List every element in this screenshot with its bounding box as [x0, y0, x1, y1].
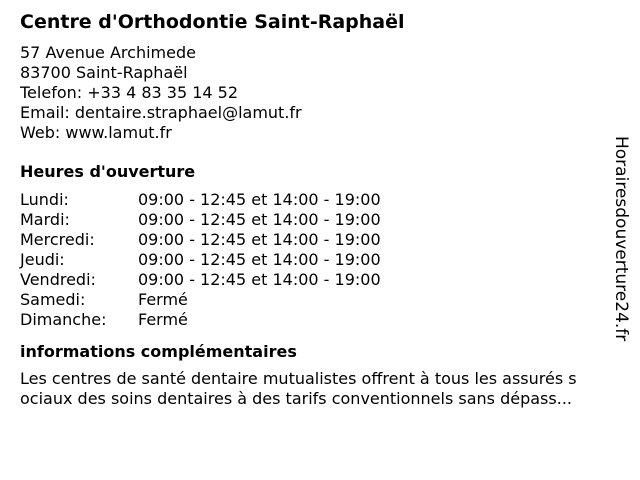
- day-label: Jeudi:: [20, 250, 65, 269]
- time-value: 09:00 - 12:45 et 14:00 - 19:00: [138, 230, 381, 249]
- info-line: Les centres de santé dentaire mutualistes offrent à tous les assurés s: [20, 369, 577, 388]
- hours-row-wednesday: [20, 230, 620, 250]
- day-label: Mercredi:: [20, 230, 95, 249]
- hours-row-tuesday: [20, 210, 620, 230]
- city-address: 83700 Saint-Raphaël: [20, 63, 188, 82]
- time-value: 09:00 - 12:45 et 14:00 - 19:00: [138, 190, 381, 209]
- street-address: 57 Avenue Archimede: [20, 43, 196, 62]
- day-label: Samedi:: [20, 290, 86, 309]
- opening-hours-table: [20, 190, 620, 330]
- contact-block: [20, 43, 620, 143]
- hours-row-friday: [20, 270, 620, 290]
- hours-row-monday: [20, 190, 620, 210]
- business-listing: [20, 10, 620, 409]
- day-label: Lundi:: [20, 190, 69, 209]
- phone-number: Telefon: +33 4 83 35 14 52: [20, 83, 239, 102]
- day-label: Mardi:: [20, 210, 70, 229]
- additional-info-text: [20, 369, 620, 409]
- hours-row-saturday: [20, 290, 620, 310]
- time-value: 09:00 - 12:45 et 14:00 - 19:00: [138, 270, 381, 289]
- time-value: Fermé: [138, 290, 188, 309]
- time-value: 09:00 - 12:45 et 14:00 - 19:00: [138, 210, 381, 229]
- website: Web: www.lamut.fr: [20, 123, 172, 142]
- email-address: Email: dentaire.straphael@lamut.fr: [20, 103, 302, 122]
- hours-row-sunday: [20, 310, 620, 330]
- hours-row-thursday: [20, 250, 620, 270]
- additional-info-heading: informations complémentaires: [20, 342, 297, 361]
- day-label: Dimanche:: [20, 310, 107, 329]
- day-label: Vendredi:: [20, 270, 96, 289]
- info-line: ociaux des soins dentaires à des tarifs conventionnels sans dépass...: [20, 389, 572, 408]
- time-value: Fermé: [138, 310, 188, 329]
- opening-hours-heading: Heures d'ouverture: [20, 162, 196, 181]
- page-title: Centre d'Orthodontie Saint-Raphaël: [20, 11, 405, 33]
- site-watermark: Horairesdouverture24.fr: [611, 136, 631, 342]
- time-value: 09:00 - 12:45 et 14:00 - 19:00: [138, 250, 381, 269]
